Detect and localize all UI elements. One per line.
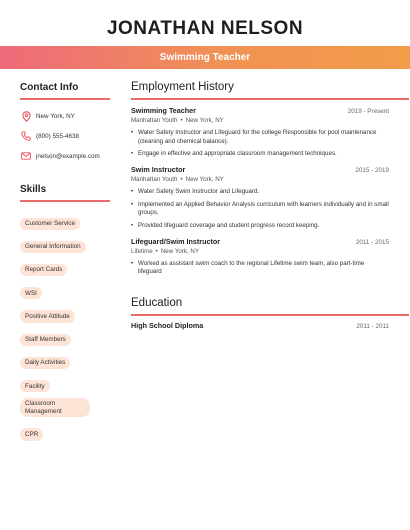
education-degree: High School Diploma	[131, 321, 204, 331]
right-column	[131, 81, 409, 330]
separator-dot: •	[180, 117, 183, 124]
job-location: New York, NY	[185, 117, 224, 124]
job-location: New York, NY	[185, 176, 224, 184]
skill-tag: General Information	[20, 241, 86, 253]
skill-tag: Customer Service	[20, 218, 80, 230]
contact-email	[20, 146, 110, 166]
mail-icon	[20, 150, 32, 162]
job-bullet: • Water Safety Swim Instructor and Lifeguard.	[131, 188, 409, 197]
job-company: Manhattan Youth	[131, 176, 178, 184]
separator-dot: •	[180, 176, 183, 184]
job-company: Lifetime	[131, 247, 153, 255]
job-location: New York, NY	[160, 247, 200, 255]
phone-icon	[20, 130, 32, 142]
job-bullet: • Water Safety Instructor and Lifeguard for the college Responsible for pool maintenance (cleaning and chemical balance).	[131, 129, 409, 146]
education-section	[131, 297, 409, 330]
job-title-banner	[0, 46, 410, 69]
job-title: Swimming Teacher	[131, 106, 196, 115]
skills-heading: Skills	[20, 184, 110, 202]
location-pin-icon	[20, 110, 32, 122]
contact-email-text: jnelson@example.com	[36, 152, 100, 160]
contact-heading: Contact Info	[20, 82, 110, 100]
job-company-line	[131, 176, 409, 183]
job-bullets	[131, 260, 409, 277]
job-bullets	[131, 129, 409, 159]
job-title-text: Swimming Teacher	[159, 52, 251, 63]
contact-phone-text: (800) 555-4638	[36, 132, 80, 140]
job-date: 2019 - Present	[347, 108, 389, 115]
contact-location-text: New York, NY	[36, 112, 75, 120]
job-entry	[131, 106, 409, 159]
job-bullet: • Implemented an Applied Behavior Analysis curriculum with learners individually and in small groups.	[131, 201, 409, 218]
job-company-line	[131, 248, 409, 255]
education-heading: Education	[131, 297, 409, 316]
job-title: Swim Instructor	[131, 165, 186, 175]
skill-tag: Positive Attitude	[20, 310, 75, 322]
contact-phone	[20, 126, 110, 146]
job-bullets	[131, 188, 409, 231]
job-entry	[131, 237, 409, 277]
skill-tag: CPR	[20, 428, 43, 440]
skill-tag: Facility	[20, 380, 50, 392]
skill-tag: Classroom Management	[20, 398, 90, 417]
job-entry	[131, 165, 409, 231]
left-column	[20, 82, 110, 446]
skill-tag: Staff Members	[20, 334, 71, 346]
skill-list	[20, 212, 110, 446]
contact-location	[20, 106, 110, 126]
education-entry	[131, 321, 409, 330]
job-company: Manhattan Youth	[131, 117, 178, 124]
job-bullet: • Worked as assistant swim coach to the regional Lifetime swim team, also part-time lifeguard	[131, 260, 409, 277]
job-company-line	[131, 117, 409, 124]
skill-tag: Daily Activities	[20, 357, 70, 369]
separator-dot: •	[155, 247, 158, 255]
job-title: Lifeguard/Swim Instructor	[131, 236, 221, 246]
job-date: 2011 - 2015	[355, 238, 389, 246]
skill-tag: Report Cards	[20, 264, 67, 276]
education-date: 2011 - 2011	[356, 323, 389, 331]
employment-heading: Employment History	[131, 81, 409, 100]
job-bullet: • Provided lifeguard coverage and student progress record keeping.	[131, 222, 409, 231]
contact-list	[20, 106, 110, 166]
job-date: 2015 - 2019	[355, 167, 389, 175]
candidate-name: JONATHAN NELSON	[106, 18, 304, 39]
skill-tag: WSI	[20, 287, 42, 299]
job-bullet: • Engage in effective and appropriate classroom management techniques.	[131, 150, 409, 159]
